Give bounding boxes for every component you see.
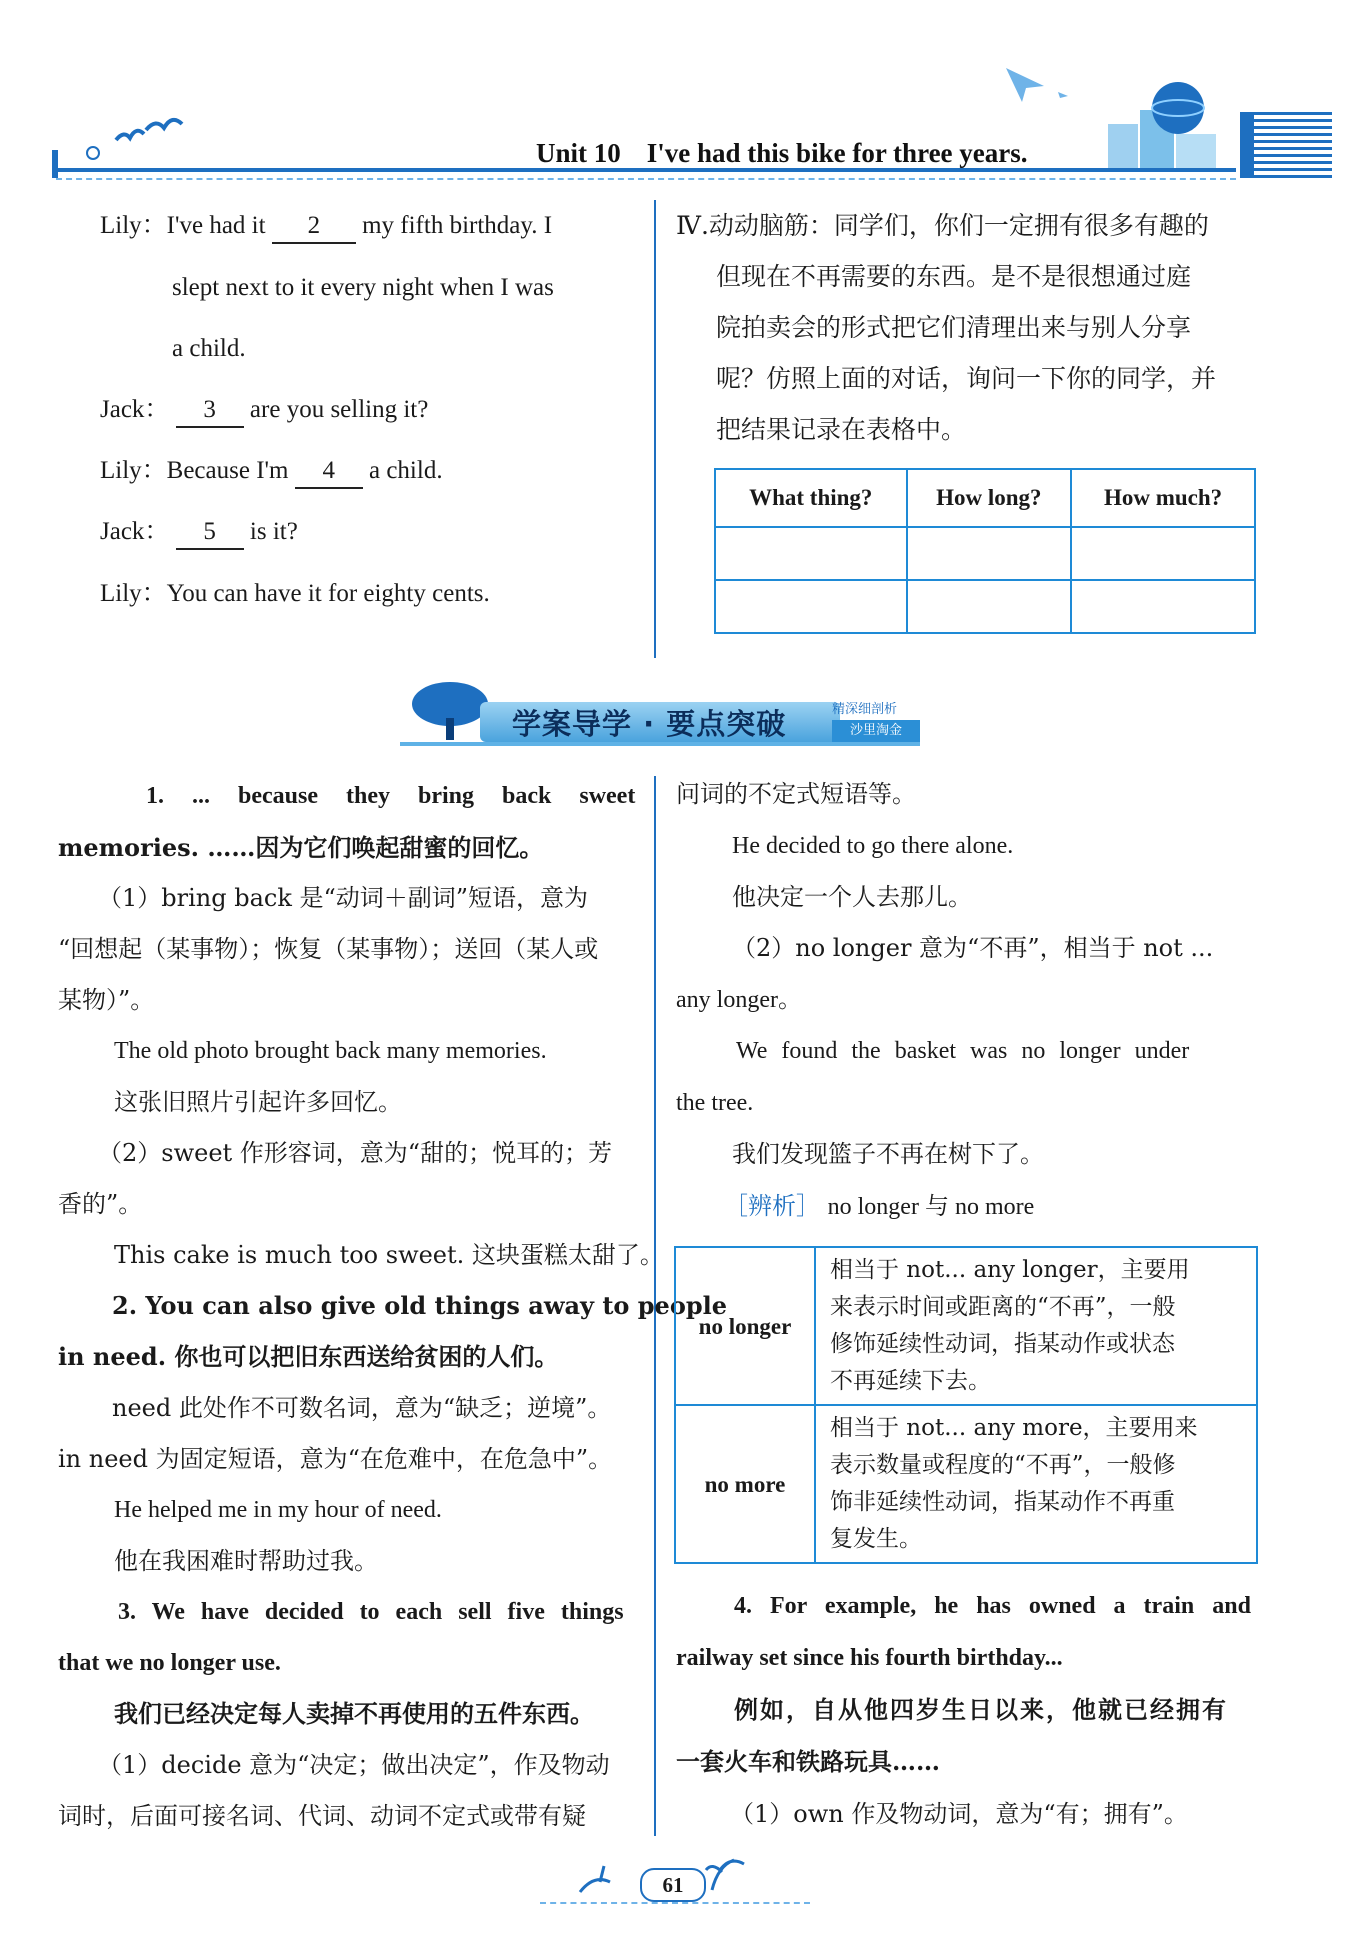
- compare-key: no more: [675, 1405, 815, 1563]
- dialogue-text: is it?: [249, 518, 298, 545]
- note-line: 词时，后面可接名词、代词、动词不定式或带有疑: [58, 1802, 586, 1830]
- dialogue-text: Jack：: [100, 396, 170, 423]
- note-line: need 此处作不可数名词，意为“缺乏；逆境”。: [112, 1394, 612, 1422]
- banner-tag-top: 精深细剖析: [832, 702, 898, 717]
- note-line: （1）decide 意为“决定；做出决定”，作及物动: [98, 1751, 610, 1779]
- page-number: 61: [640, 1868, 706, 1902]
- footer-palm-icon-left: [570, 1852, 630, 1902]
- dialogue-line: [100, 210, 552, 244]
- point-2-heading: in need. 你也可以把旧东西送给贫困的人们。: [58, 1342, 559, 1371]
- note-line: 香的”。: [58, 1190, 143, 1218]
- note-line: （2）no longer 意为“不再”，相当于 not ...: [732, 934, 1214, 962]
- comparison-table: [674, 1246, 1258, 1564]
- example-translation: 他决定一个人去那儿。: [732, 883, 972, 911]
- table-cell[interactable]: [715, 580, 907, 633]
- example-translation: 这张旧照片引起许多回忆。: [114, 1088, 402, 1116]
- point-4-heading: 4. For example, he has owned a train and: [734, 1593, 1251, 1619]
- point-4-translation: 一套火车和铁路玩具……: [676, 1747, 940, 1776]
- compare-line: 相当于 not... any longer，主要用: [830, 1257, 1190, 1283]
- note-line: （1）own 作及物动词，意为“有；拥有”。: [730, 1800, 1188, 1828]
- dialogue-line: a child.: [172, 335, 246, 362]
- dialogue-line: [100, 516, 298, 550]
- compare-line: 饰非延续性动词，指某动作不再重: [830, 1489, 1175, 1515]
- compare-line: 复发生。: [830, 1526, 922, 1552]
- bianxi-label: ［辨析］: [724, 1192, 820, 1220]
- header-dashed-rule: [56, 178, 1236, 180]
- dialogue-text: my fifth birthday. I: [362, 212, 553, 239]
- header-stripe-block: [1240, 112, 1254, 178]
- table-cell[interactable]: [907, 580, 1072, 633]
- dialogue-text: Jack：: [100, 518, 170, 545]
- unit-label: Unit 10: [536, 138, 621, 168]
- compare-line: 不再延续下去。: [830, 1368, 991, 1394]
- example-sentence: The old photo brought back many memories.: [114, 1038, 547, 1064]
- dialogue-line: [100, 394, 428, 428]
- bianxi-line: [724, 1190, 1034, 1223]
- task-4-line: 院拍卖会的形式把它们清理出来与别人分享: [716, 313, 1192, 342]
- blank-4[interactable]: 4: [295, 455, 363, 489]
- header-dot: [86, 146, 100, 160]
- point-3-heading: 3. We have decided to each sell five things: [118, 1599, 624, 1625]
- task-4-line: Ⅳ.动动脑筋：同学们，你们一定拥有很多有趣的: [676, 211, 1209, 240]
- compare-value: [815, 1405, 1257, 1563]
- birds-icon: [108, 110, 188, 160]
- dialogue-text: are you selling it?: [249, 396, 429, 423]
- header-rule: [56, 168, 1236, 172]
- column-header-how-long: How long?: [907, 469, 1072, 527]
- paper-plane-icon: [1000, 58, 1080, 106]
- table-cell[interactable]: [715, 527, 907, 580]
- dialogue-line: Lily：You can have it for eighty cents.: [100, 580, 490, 607]
- note-line: （1）bring back 是“动词＋副词”短语，意为: [98, 884, 589, 912]
- blank-3[interactable]: 3: [176, 394, 244, 428]
- example-sentence: This cake is much too sweet. 这块蛋糕太甜了。: [114, 1241, 664, 1269]
- banner-base-line: [400, 742, 920, 746]
- footer-dashed-rule: [540, 1902, 810, 1904]
- task-4-line: 把结果记录在表格中。: [716, 415, 967, 444]
- example-sentence: the tree.: [676, 1090, 754, 1116]
- column-divider-top: [654, 200, 656, 658]
- table-row: [715, 580, 1255, 633]
- point-2-heading: 2. You can also give old things away to people: [112, 1291, 727, 1320]
- table-row: [715, 527, 1255, 580]
- task-4-line: 但现在不再需要的东西。是不是很想通过庭: [716, 262, 1192, 291]
- dialogue-line: slept next to it every night when I was: [172, 274, 554, 301]
- unit-title: I've had this bike for three years.: [646, 138, 1028, 168]
- compare-line: 修饰延续性动词，指某动作或状态: [830, 1331, 1175, 1357]
- note-line: （2）sweet 作形容词，意为“甜的；悦耳的；芳: [98, 1139, 613, 1167]
- dialogue-line: [100, 455, 443, 489]
- blank-2[interactable]: 2: [272, 210, 356, 244]
- compare-value: [815, 1247, 1257, 1405]
- table-row: [675, 1247, 1257, 1405]
- dialogue-text: Lily：Because I'm: [100, 457, 289, 484]
- running-header: [536, 138, 1028, 169]
- note-line: “回想起（某事物）；恢复（某事物）；送回（某人或: [58, 935, 599, 963]
- survey-table: [714, 468, 1256, 634]
- dialogue-text: Lily：I've had it: [100, 212, 266, 239]
- section-banner: [400, 692, 920, 748]
- compare-line: 相当于 not... any more，主要用来: [830, 1415, 1198, 1441]
- note-line: in need 为固定短语，意为“在危难中，在危急中”。: [58, 1445, 613, 1473]
- example-translation: 他在我困难时帮助过我。: [114, 1547, 378, 1575]
- example-translation: 我们发现篮子不再在树下了。: [732, 1140, 1044, 1168]
- dialogue-text: a child.: [368, 457, 443, 484]
- example-sentence: He decided to go there alone.: [732, 833, 1014, 859]
- table-cell[interactable]: [1071, 527, 1255, 580]
- header-illustration-icon: [1100, 74, 1230, 174]
- point-4-heading: railway set since his fourth birthday...: [676, 1645, 1063, 1671]
- footer-palm-icon-right: [700, 1846, 760, 1902]
- note-line: 某物）”。: [58, 986, 155, 1014]
- point-4-translation: 例如，自从他四岁生日以来，他就已经拥有: [734, 1695, 1228, 1724]
- bianxi-text: no longer 与 no more: [827, 1194, 1035, 1220]
- banner-tag-bottom: 沙里淘金: [832, 720, 920, 742]
- example-sentence: He helped me in my hour of need.: [114, 1497, 442, 1523]
- table-row: [675, 1405, 1257, 1563]
- point-3-translation: 我们已经决定每人卖掉不再使用的五件东西。: [114, 1699, 594, 1728]
- compare-line: 来表示时间或距离的“不再”，一般: [830, 1294, 1176, 1320]
- compare-key: no longer: [675, 1247, 815, 1405]
- point-1-heading: memories. ……因为它们唤起甜蜜的回忆。: [58, 833, 544, 862]
- column-header-how-much: How much?: [1071, 469, 1255, 527]
- example-sentence: We found the basket was no longer under: [736, 1038, 1190, 1064]
- compare-line: 表示数量或程度的“不再”，一般修: [830, 1452, 1176, 1478]
- point-1-heading: 1. ... because they bring back sweet: [146, 783, 636, 809]
- banner-title: 学案导学 · 要点突破: [512, 707, 787, 741]
- table-cell[interactable]: [1071, 580, 1255, 633]
- task-4-line: 呢？仿照上面的对话，询问一下你的同学，并: [716, 364, 1217, 393]
- note-line: any longer。: [676, 987, 802, 1013]
- note-line: 问词的不定式短语等。: [676, 780, 916, 808]
- blank-5[interactable]: 5: [176, 516, 244, 550]
- header-left-bracket: [52, 150, 58, 178]
- table-cell[interactable]: [907, 527, 1072, 580]
- column-header-what-thing: What thing?: [715, 469, 907, 527]
- point-3-heading: that we no longer use.: [58, 1650, 281, 1676]
